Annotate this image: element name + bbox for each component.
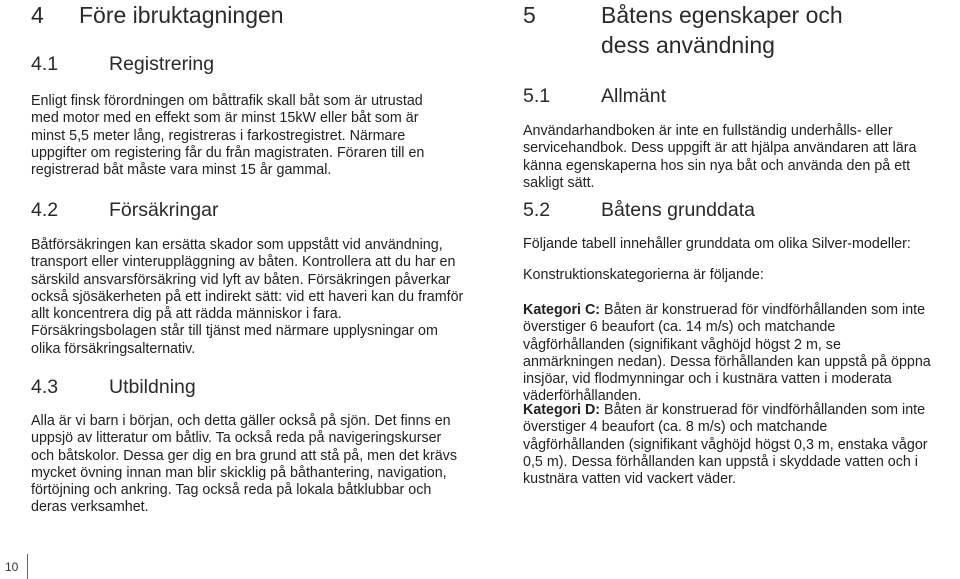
- kategori-c-text: Båten är konstruerad för vindförhållanden som inte överstiger 6 beaufort (ca. 14 m/s) och matchande vågförhållanden (signifikant våghöjd högst 2 m, se anmärkningen nedan). Dessa förhållanden kan uppstå på öppna insjöar, vid flodmynningar och i kustnära vatten i moderata väderförhållanden.: [523, 302, 931, 405]
- heading-title: Före ibruktagningen: [79, 2, 284, 28]
- page-number: 10: [5, 560, 19, 574]
- heading-4-3: [31, 374, 196, 400]
- kategori-d-text: Båten är konstruerad för vindförhållanden som inte överstiger 4 beaufort (ca. 8 m/s) och matchande vågförhållanden (signifikant våghöjd högst 0,3 m, enstaka vågor 0,5 m). Dessa förhållanden kan uppstå i skyddade vatten och i kustnära vatten vid vackert väder.: [523, 402, 928, 488]
- heading-number: 4.1: [31, 53, 59, 75]
- heading-number: 4.2: [31, 199, 59, 221]
- heading-title: Båtens grunddata: [601, 199, 755, 221]
- heading-title: Registrering: [109, 53, 215, 75]
- heading-section-5: [523, 0, 843, 60]
- paragraph-kategori-c: [523, 302, 933, 406]
- heading-4-1: [31, 51, 214, 77]
- heading-number: 4: [31, 2, 44, 28]
- heading-number: 5: [523, 2, 536, 28]
- heading-number: 5.2: [523, 199, 551, 221]
- paragraph-utbildning: Alla är vi barn i början, och detta gäller också på sjön. Det finns en uppsjö av litteratur om båtliv. Ta också reda på navigeringskurser och båtskolor. Dessa ger dig en bra grund att stå på, men det krävs mycket övning innan man blir skicklig på båthantering, navigation, förtöjning och ankring. Tag också reda på lokala båtklubbar och deras verksamhet.: [31, 413, 457, 516]
- paragraph-kategori-d: [523, 402, 933, 488]
- heading-title-line-1: Båtens egenskaper och: [601, 2, 843, 28]
- heading-title: [601, 0, 843, 60]
- heading-title: Allmänt: [601, 85, 667, 107]
- paragraph-allmant: Användarhandboken är inte en fullständig underhålls- eller servicehandbok. Dess uppgift är att hjälpa användaren att lära känna egenskaperna hos sin nya båt och använda den på ett sakligt sätt.: [523, 123, 917, 191]
- page-number-divider: [27, 554, 28, 579]
- paragraph-intro-silver: Följande tabell innehåller grunddata om olika Silver-modeller:: [523, 236, 911, 252]
- heading-title-line-2: dess användning: [601, 32, 775, 58]
- paragraph-forsakringar: Båtförsäkringen kan ersätta skador som uppstått vid användning, transport eller vinteruppläggning av båten. Kontrollera att du har en särskild ansvarsförsäkring vid lyft av båten. Försäkringen påverkar också sjösäkerheten på ett indirekt sätt: vid ett haveri kan du framför allt koncentrera dig på att rädda människor i fara. Försäkringsbolagen står till tjänst med närmare upplysningar om olika försäkringsalternativ.: [31, 237, 464, 357]
- heading-section-4: [31, 0, 284, 30]
- paragraph-intro-kategorier: Konstruktionskategorierna är följande:: [523, 267, 764, 283]
- heading-5-1: [523, 83, 666, 109]
- heading-5-2: [523, 197, 755, 223]
- heading-number: 4.3: [31, 376, 59, 398]
- heading-title: Försäkringar: [109, 199, 219, 221]
- kategori-c-label: Kategori C:: [523, 302, 601, 318]
- paragraph-registrering: Enligt finsk förordningen om båttrafik skall båt som är utrustad med motor med en effekt som är minst 15kW eller båt som är minst 5,5 meter lång, registreras i farkostregistret. Närmare uppgifter om registering får du från magistraten. Föraren till en registrerad båt måste vara minst 15 år gammal.: [31, 93, 425, 179]
- kategori-d-label: Kategori D:: [523, 402, 601, 418]
- heading-4-2: [31, 197, 218, 223]
- heading-title: Utbildning: [109, 376, 196, 398]
- heading-number: 5.1: [523, 85, 551, 107]
